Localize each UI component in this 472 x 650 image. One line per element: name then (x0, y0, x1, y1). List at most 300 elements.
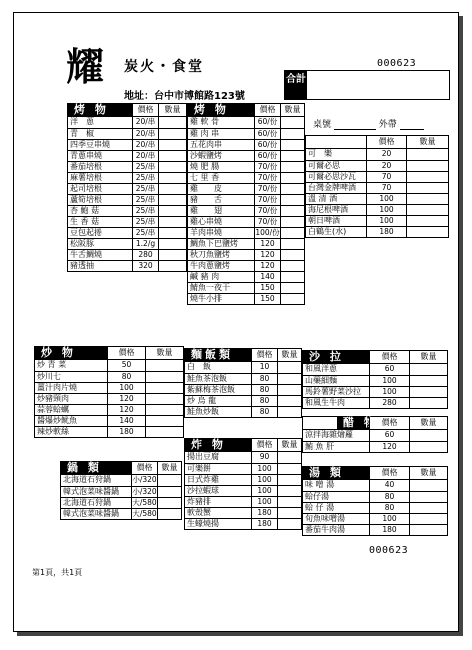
quantity-field[interactable] (409, 442, 447, 452)
quantity-field[interactable] (409, 492, 447, 502)
qty-header: 數量 (145, 347, 183, 359)
item-price: 120 (254, 261, 280, 271)
quantity-field[interactable] (158, 261, 186, 271)
item-name: 溫 清 酒 (308, 194, 338, 203)
quantity-field[interactable] (409, 514, 447, 524)
item-name: 鹹 豬 肉 (190, 272, 220, 281)
quantity-field[interactable] (158, 239, 186, 249)
takeout-field[interactable] (400, 121, 424, 130)
item-price: 小/320 (132, 487, 157, 496)
quantity-field[interactable] (280, 294, 304, 304)
quantity-field[interactable] (280, 272, 304, 282)
menu-row (303, 524, 447, 535)
item-name: 牛肉蔥鹽烤 (190, 261, 230, 270)
item-price: 60/份 (254, 140, 280, 150)
item-price: 25/串 (132, 195, 158, 205)
quantity-field[interactable] (406, 183, 448, 193)
noodle-rice-header (184, 348, 302, 361)
item-price: 100 (369, 514, 409, 524)
menu-row (303, 441, 447, 452)
quantity-field[interactable] (277, 407, 301, 417)
quantity-field[interactable] (277, 497, 301, 507)
item-name: 雞 皮 (190, 184, 222, 193)
item-name: 番茄培根 (70, 162, 102, 171)
quantity-field[interactable] (277, 374, 301, 384)
item-price: 90 (251, 452, 277, 463)
menu-row (188, 128, 304, 139)
qty-header: 數量 (280, 104, 304, 116)
total-box[interactable] (284, 70, 450, 100)
quantity-field[interactable] (280, 140, 304, 150)
price-header: 價格 (251, 439, 277, 451)
menu-row (185, 507, 301, 518)
qty-header: 數量 (409, 351, 447, 363)
noodle-rice-rows (184, 361, 302, 418)
menu-row (68, 194, 186, 205)
item-name: 生 香 菇 (70, 217, 100, 226)
menu-row (185, 452, 301, 463)
item-price: 20/串 (132, 117, 158, 128)
item-name: 鮭魚炒飯 (187, 407, 219, 416)
total-label: 合計 (285, 71, 307, 99)
item-price: 20/串 (132, 151, 158, 161)
menu-row (35, 415, 183, 426)
item-price: 20/串 (132, 129, 158, 139)
quantity-field[interactable] (280, 239, 304, 249)
item-name: 醬爆炒鱿魚 (37, 416, 77, 425)
menu-row (68, 227, 186, 238)
page-footer: 第1頁，共1頁 (32, 568, 83, 577)
drinks-header (305, 135, 449, 148)
quantity-field[interactable] (280, 173, 304, 183)
quantity-field[interactable] (277, 519, 301, 529)
item-name: 旬魚味噌湯 (305, 514, 345, 523)
item-name: 涼拌海雜燴蘿 (305, 430, 353, 439)
menu-row (188, 183, 304, 194)
sashimi-section (302, 416, 448, 453)
quantity-field[interactable] (158, 250, 186, 260)
quantity-field[interactable] (277, 385, 301, 395)
quantity-field[interactable] (406, 205, 448, 215)
noodle-rice-section (184, 348, 302, 418)
shop-address: 地址：台中市博館路123號 (124, 91, 245, 102)
item-name: 和風生牛肉 (305, 398, 345, 407)
brand-logo: 耀 (66, 44, 105, 89)
price-header: 價格 (132, 104, 158, 116)
menu-row (185, 496, 301, 507)
quantity-field[interactable] (280, 283, 304, 293)
price-header: 價格 (369, 467, 409, 479)
item-price: 120 (107, 405, 145, 415)
quantity-field[interactable] (157, 487, 181, 497)
quantity-field[interactable] (280, 151, 304, 161)
menu-row (303, 491, 447, 502)
item-price: 150 (254, 294, 280, 304)
hotpot-rows (60, 474, 182, 520)
item-price: 80 (251, 385, 277, 395)
item-price: 280 (132, 250, 158, 260)
hotpot-header (60, 461, 182, 474)
qty-header: 數量 (157, 462, 181, 474)
menu-row (303, 480, 447, 491)
item-name: 七 里 香 (190, 173, 220, 182)
item-name: 雞 軟 骨 (190, 117, 220, 126)
quantity-field[interactable] (280, 162, 304, 172)
item-price: 100 (366, 216, 406, 226)
item-price: 60 (369, 364, 409, 375)
quantity-field[interactable] (406, 227, 448, 237)
menu-row (303, 364, 447, 375)
item-price: 100 (251, 497, 277, 507)
quantity-field[interactable] (280, 195, 304, 205)
menu-row (35, 371, 183, 382)
item-price: 20 (366, 149, 406, 160)
quantity-field[interactable] (406, 161, 448, 171)
stir-fry-header (34, 346, 184, 359)
item-name: 蘆筍培根 (70, 195, 102, 204)
item-price: 60 (369, 430, 409, 441)
item-price: 40 (369, 480, 409, 491)
menu-row (306, 226, 448, 237)
quantity-field[interactable] (158, 217, 186, 227)
menu-row (185, 384, 301, 395)
quantity-field[interactable] (277, 362, 301, 373)
menu-row (61, 486, 181, 497)
menu-row (61, 497, 181, 508)
item-price: 150 (254, 283, 280, 293)
salad-title: 沙 拉 (303, 351, 369, 363)
quantity-field[interactable] (277, 486, 301, 496)
soup-header (302, 466, 448, 479)
item-price: 70/份 (254, 195, 280, 205)
item-price: 180 (251, 508, 277, 518)
quantity-field[interactable] (145, 394, 183, 404)
quantity-field[interactable] (158, 206, 186, 216)
quantity-field[interactable] (145, 427, 183, 437)
item-price: 80 (251, 374, 277, 384)
item-name: 韓式泡菜味醬鍋 (63, 487, 119, 496)
serial-number-bottom: 000623 (369, 545, 409, 556)
quantity-field[interactable] (280, 206, 304, 216)
menu-row (188, 216, 304, 227)
item-price: 25/串 (132, 228, 158, 238)
item-price: 120 (254, 250, 280, 260)
price-header: 價格 (254, 104, 280, 116)
quantity-field[interactable] (280, 184, 304, 194)
item-name: 松阪豚 (70, 239, 94, 248)
menu-row (303, 397, 447, 408)
menu-row (188, 150, 304, 161)
menu-row (188, 227, 304, 238)
item-price: 70/份 (254, 173, 280, 183)
quantity-field[interactable] (406, 149, 448, 160)
quantity-field[interactable] (409, 525, 447, 535)
noodle-rice-title: 麵飯類 (185, 349, 251, 361)
shop-name: 炭火・食堂 (124, 59, 204, 75)
quantity-field[interactable] (406, 216, 448, 226)
menu-row (61, 475, 181, 486)
quantity-field[interactable] (145, 405, 183, 415)
menu-row (185, 474, 301, 485)
grill-section-b (187, 103, 305, 305)
takeout-label: 外帶 (378, 120, 397, 130)
quantity-field[interactable] (145, 416, 183, 426)
item-name: 鮭魚茶泡飯 (187, 374, 227, 383)
item-price: 100 (366, 194, 406, 204)
price-header: 價格 (131, 462, 157, 474)
item-name: 牛舌鯛燒 (70, 250, 102, 259)
page-shadow-right (459, 16, 463, 636)
menu-row (68, 128, 186, 139)
item-name: 生蠔燒揚 (187, 519, 219, 528)
item-price: 120 (107, 394, 145, 404)
drinks-title (306, 136, 366, 148)
item-name: 豆包起捲 (70, 228, 102, 237)
item-name: 韓式泡菜味醬鍋 (63, 509, 119, 518)
item-price: 80 (251, 407, 277, 417)
quantity-field[interactable] (158, 151, 186, 161)
item-name: 可爾必思 (308, 161, 340, 170)
menu-row (188, 260, 304, 271)
item-price: 180 (251, 519, 277, 529)
item-price: 180 (369, 525, 409, 535)
item-name: 炒川七 (37, 372, 61, 381)
item-name: 軟殼蟹 (187, 508, 211, 517)
item-name: 薑汁肉片燒 (37, 383, 77, 392)
item-name: 雞 肉 串 (190, 129, 220, 138)
stir-fry-title: 炒 物 (35, 347, 107, 359)
item-name: 豬 舌 (190, 195, 222, 204)
item-price: 大/580 (132, 509, 157, 518)
item-name: 番茄牛肉湯 (305, 525, 345, 534)
menu-row (303, 502, 447, 513)
item-price: 大/580 (132, 498, 157, 507)
item-price: 60/份 (254, 151, 280, 161)
table-number-field[interactable] (334, 121, 376, 130)
item-name: 雞心串燒 (190, 217, 222, 226)
sashimi-title: 醋 物 (337, 417, 369, 429)
item-price: 70 (366, 183, 406, 193)
item-price: 小/320 (132, 475, 157, 484)
quantity-field[interactable] (409, 398, 447, 408)
menu-row (306, 149, 448, 160)
grill-a-rows (67, 116, 187, 272)
price-header: 價格 (251, 349, 277, 361)
menu-row (61, 508, 181, 519)
quantity-field[interactable] (406, 194, 448, 204)
item-name: 杏 鮑 菇 (70, 206, 100, 215)
item-name: 朝日啤酒 (308, 216, 340, 225)
menu-row (303, 513, 447, 524)
menu-row (68, 117, 186, 128)
item-price: 320 (132, 261, 158, 271)
quantity-field[interactable] (277, 452, 301, 463)
item-price: 140 (107, 416, 145, 426)
menu-row (303, 430, 447, 441)
menu-row (188, 271, 304, 282)
quantity-field[interactable] (158, 195, 186, 205)
menu-row (185, 362, 301, 373)
quantity-field[interactable] (280, 117, 304, 128)
item-price: 70 (366, 172, 406, 182)
hotpot-section (60, 461, 182, 520)
menu-row (188, 194, 304, 205)
menu-row (68, 216, 186, 227)
menu-row (303, 375, 447, 386)
item-price: 80 (369, 503, 409, 513)
item-name: 海尼根啤酒 (308, 205, 348, 214)
item-price: 100 (369, 387, 409, 397)
price-header: 價格 (369, 417, 409, 429)
grill-a-title: 烤 物 (68, 104, 132, 116)
item-price: 25/串 (132, 173, 158, 183)
menu-row (185, 485, 301, 496)
menu-row (188, 172, 304, 183)
item-name: 白 飯 (187, 362, 211, 371)
qty-header: 數量 (406, 136, 448, 148)
quantity-field[interactable] (280, 129, 304, 139)
quantity-field[interactable] (157, 475, 181, 486)
item-name: 紫蘇梅茶泡飯 (187, 385, 235, 394)
item-name: 炒 烏 龍 (187, 396, 217, 405)
menu-row (185, 406, 301, 417)
menu-row (68, 172, 186, 183)
item-price: 100 (251, 486, 277, 496)
quantity-field[interactable] (409, 376, 447, 386)
menu-row (306, 215, 448, 226)
menu-row (68, 161, 186, 172)
item-name: 炒豬頸肉 (37, 394, 69, 403)
item-name: 炒 青 菜 (37, 360, 67, 369)
item-price: 25/串 (132, 184, 158, 194)
quantity-field[interactable] (409, 480, 447, 491)
item-name: 北海道石狩鍋 (63, 475, 111, 484)
menu-row (185, 373, 301, 384)
menu-row (188, 293, 304, 304)
menu-row (68, 238, 186, 249)
table-number-label: 桌號 (313, 120, 332, 130)
quantity-field[interactable] (158, 184, 186, 194)
quantity-field[interactable] (145, 383, 183, 393)
item-name: 沙拉蝦球 (187, 486, 219, 495)
item-price: 60/份 (254, 117, 280, 128)
item-price: 20/串 (132, 140, 158, 150)
item-price: 70/份 (254, 217, 280, 227)
menu-row (188, 282, 304, 293)
qty-header: 數量 (158, 104, 186, 116)
item-price: 25/串 (132, 162, 158, 172)
quantity-field[interactable] (280, 261, 304, 271)
item-name: 北海道石狩鍋 (63, 498, 111, 507)
quantity-field[interactable] (406, 172, 448, 182)
quantity-field[interactable] (277, 508, 301, 518)
item-price: 120 (369, 442, 409, 452)
quantity-field[interactable] (277, 396, 301, 406)
salad-header (302, 350, 448, 363)
item-name: 沙蝦鹽烤 (190, 151, 222, 160)
quantity-field[interactable] (158, 140, 186, 150)
quantity-field[interactable] (280, 228, 304, 238)
item-price: 140 (254, 272, 280, 282)
quantity-field[interactable] (409, 387, 447, 397)
item-price: 80 (107, 372, 145, 382)
quantity-field[interactable] (157, 498, 181, 508)
menu-row (68, 183, 186, 194)
menu-row (68, 249, 186, 260)
menu-row (303, 386, 447, 397)
item-name: 揚出豆腐 (187, 452, 219, 461)
menu-row (68, 139, 186, 150)
menu-row (306, 182, 448, 193)
item-price: 100 (107, 383, 145, 393)
soup-title: 湯 類 (303, 467, 369, 479)
drinks-section (305, 135, 449, 238)
item-price: 60/份 (254, 129, 280, 139)
qty-header: 數量 (277, 349, 301, 361)
quantity-field[interactable] (280, 250, 304, 260)
stir-fry-section (34, 346, 184, 438)
menu-row (185, 463, 301, 474)
quantity-field[interactable] (158, 117, 186, 128)
item-name: 辣炒軟絲 (37, 427, 69, 436)
item-name: 麻薯培根 (70, 173, 102, 182)
qty-header: 數量 (277, 439, 301, 451)
item-name: 日式炸雞 (187, 475, 219, 484)
grill-a-header (67, 103, 187, 116)
item-price: 80 (369, 492, 409, 502)
sashimi-header (302, 416, 448, 429)
quantity-field[interactable] (158, 162, 186, 172)
menu-row (35, 382, 183, 393)
item-name: 羊肉串燒 (190, 228, 222, 237)
fried-header (184, 438, 302, 451)
quantity-field[interactable] (277, 475, 301, 485)
salad-rows (302, 363, 448, 409)
quantity-field[interactable] (280, 217, 304, 227)
item-price: 1.2/g (132, 239, 158, 249)
fried-title: 炸 物 (185, 439, 251, 451)
menu-row (188, 205, 304, 216)
quantity-field[interactable] (157, 509, 181, 519)
item-price: 100 (251, 475, 277, 485)
item-name: 起司培根 (70, 184, 102, 193)
item-name: 蛤仔湯 (305, 492, 329, 501)
item-name: 味 噌 湯 (305, 480, 335, 489)
item-price: 20 (366, 161, 406, 171)
item-price: 70/份 (254, 162, 280, 172)
item-name: 燒牛小排 (190, 294, 222, 303)
serial-number-top: 000623 (377, 58, 417, 69)
hotpot-title: 鍋 類 (61, 462, 131, 474)
quantity-field[interactable] (158, 228, 186, 238)
quantity-field[interactable] (145, 372, 183, 382)
quantity-field[interactable] (158, 129, 186, 139)
item-name: 可爾必思沙瓦 (308, 172, 356, 181)
item-price: 180 (366, 227, 406, 237)
quantity-field[interactable] (409, 430, 447, 441)
item-price: 70/份 (254, 184, 280, 194)
item-name: 蛤 仔 湯 (305, 503, 335, 512)
item-name: 山藥細麵 (305, 376, 337, 385)
quantity-field[interactable] (409, 503, 447, 513)
item-name: 白鶴生(水) (308, 227, 347, 236)
soup-section (302, 466, 448, 536)
item-price: 70/份 (254, 206, 280, 216)
quantity-field[interactable] (409, 364, 447, 375)
quantity-field[interactable] (158, 173, 186, 183)
quantity-field[interactable] (277, 464, 301, 474)
quantity-field[interactable] (145, 360, 183, 371)
